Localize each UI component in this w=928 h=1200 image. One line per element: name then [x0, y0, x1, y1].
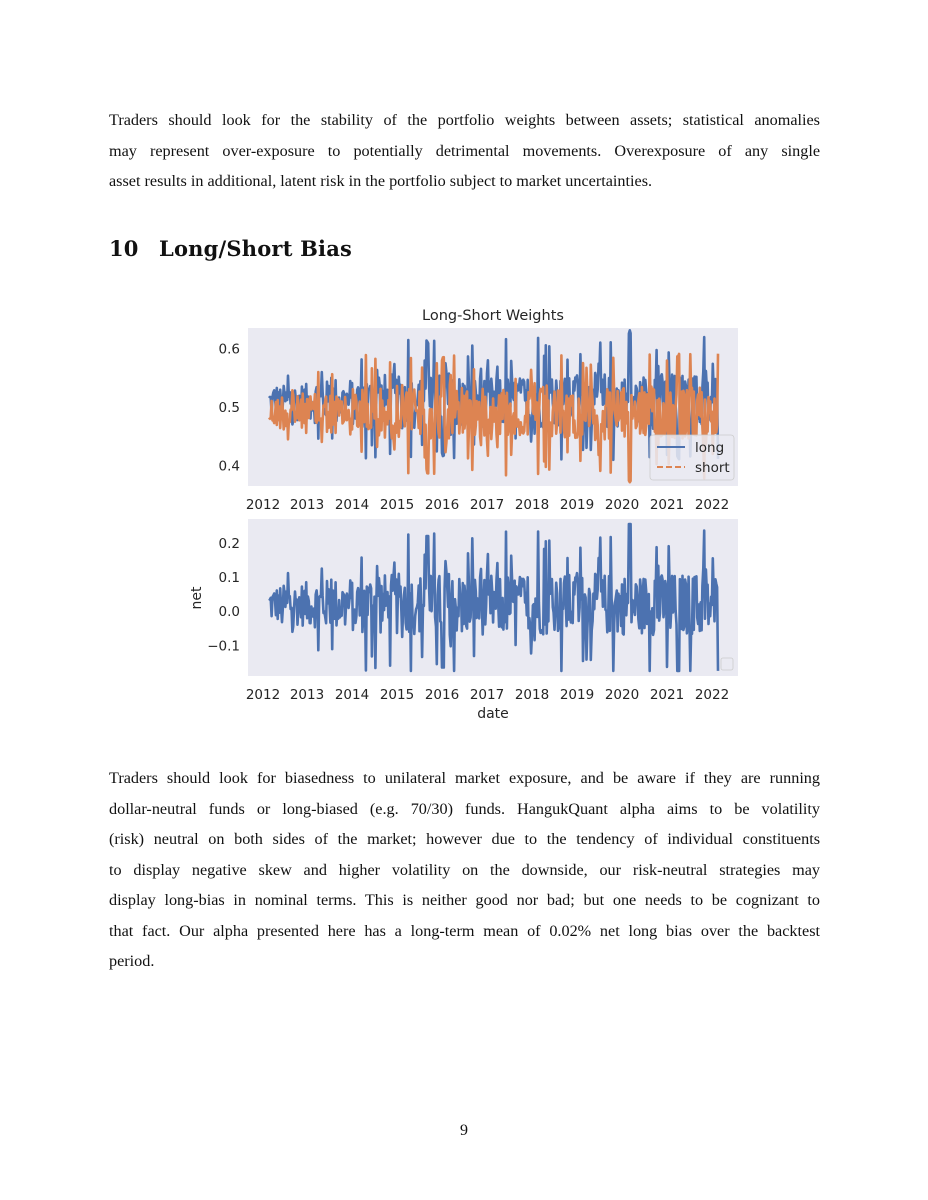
y-axis-ticks [207, 536, 240, 654]
y-tick-label: 0.5 [218, 400, 240, 416]
legend-short-label: short [695, 460, 730, 476]
x-axis-ticks [246, 687, 729, 703]
text-line: (risk) neutral on both sides of the market; however due to the tendency of individual constituents [109, 830, 820, 848]
x-tick-label: 2019 [559, 687, 595, 703]
x-tick-label: 2013 [289, 687, 325, 703]
x-tick-label: 2022 [694, 687, 730, 703]
y-tick-label: 0.6 [218, 341, 240, 358]
empty-legend [721, 658, 733, 670]
section-heading [109, 236, 352, 261]
x-tick-label: 2015 [379, 687, 415, 703]
x-tick-label: 2018 [514, 497, 550, 513]
x-tick-label: 2021 [649, 497, 685, 513]
x-tick-label: 2019 [559, 497, 595, 513]
y-tick-label: 0.2 [218, 535, 240, 552]
x-tick-label: 2012 [245, 497, 281, 513]
long-short-weights-chart [219, 308, 738, 513]
text-line: period. [109, 952, 155, 970]
y-axis-label: net [189, 586, 205, 610]
x-tick-label: 2021 [649, 687, 685, 703]
text-line: may represent over-exposure to potentially detrimental movements. Overexposure of any single [109, 141, 820, 160]
legend-long-label: long [695, 440, 725, 456]
x-tick-label: 2022 [694, 497, 730, 513]
text-line: dollar-neutral funds or long-biased (e.g. 70/30) funds. HangukQuant alpha aims to be volatility [109, 799, 820, 818]
long-short-figure [185, 300, 755, 730]
net-chart [189, 519, 738, 722]
x-tick-label: 2016 [424, 497, 460, 513]
y-tick-label: 0.4 [218, 458, 240, 475]
section-title: Long/Short Bias [159, 236, 353, 261]
text-line: asset results in additional, latent risk in the portfolio subject to market uncertainties. [109, 172, 653, 190]
x-tick-label: 2017 [469, 687, 505, 703]
x-tick-label: 2017 [469, 497, 505, 513]
y-axis-ticks [219, 341, 240, 474]
text-line: that fact. Our alpha presented here has a long-term mean of 0.02% net long bias over the backtest [109, 921, 820, 940]
x-tick-label: 2015 [379, 497, 415, 513]
text-line: display long-bias in nominal terms. This is neither good nor bad; but one needs to be cognizant to [109, 891, 820, 909]
x-tick-label: 2020 [604, 497, 640, 513]
x-axis-label: date [477, 706, 509, 722]
text-line: Traders should look for the stability of the portfolio weights between assets; statistical anomalies [109, 111, 820, 129]
intro-paragraph [109, 105, 820, 197]
x-tick-label: 2018 [514, 687, 550, 703]
legend [650, 435, 734, 480]
y-tick-label: −0.1 [207, 638, 240, 655]
x-tick-label: 2016 [424, 687, 460, 703]
section-number: 10 [109, 236, 139, 261]
text-line: Traders should look for biasedness to unilateral market exposure, and be aware if they are running [109, 769, 820, 787]
closing-paragraph [109, 763, 820, 977]
x-tick-label: 2014 [334, 687, 370, 703]
x-tick-label: 2012 [245, 687, 281, 703]
chart-title: Long-Short Weights [422, 308, 564, 324]
y-tick-label: 0.0 [218, 604, 240, 621]
x-tick-label: 2013 [289, 497, 325, 513]
x-axis-ticks [246, 497, 729, 513]
x-tick-label: 2014 [334, 497, 370, 513]
page-number: 9 [460, 1122, 468, 1139]
text-line: to display negative skew and higher volatility on the downside, our risk-neutral strategies may [109, 860, 820, 879]
x-tick-label: 2020 [604, 687, 640, 703]
y-tick-label: 0.1 [218, 570, 240, 587]
